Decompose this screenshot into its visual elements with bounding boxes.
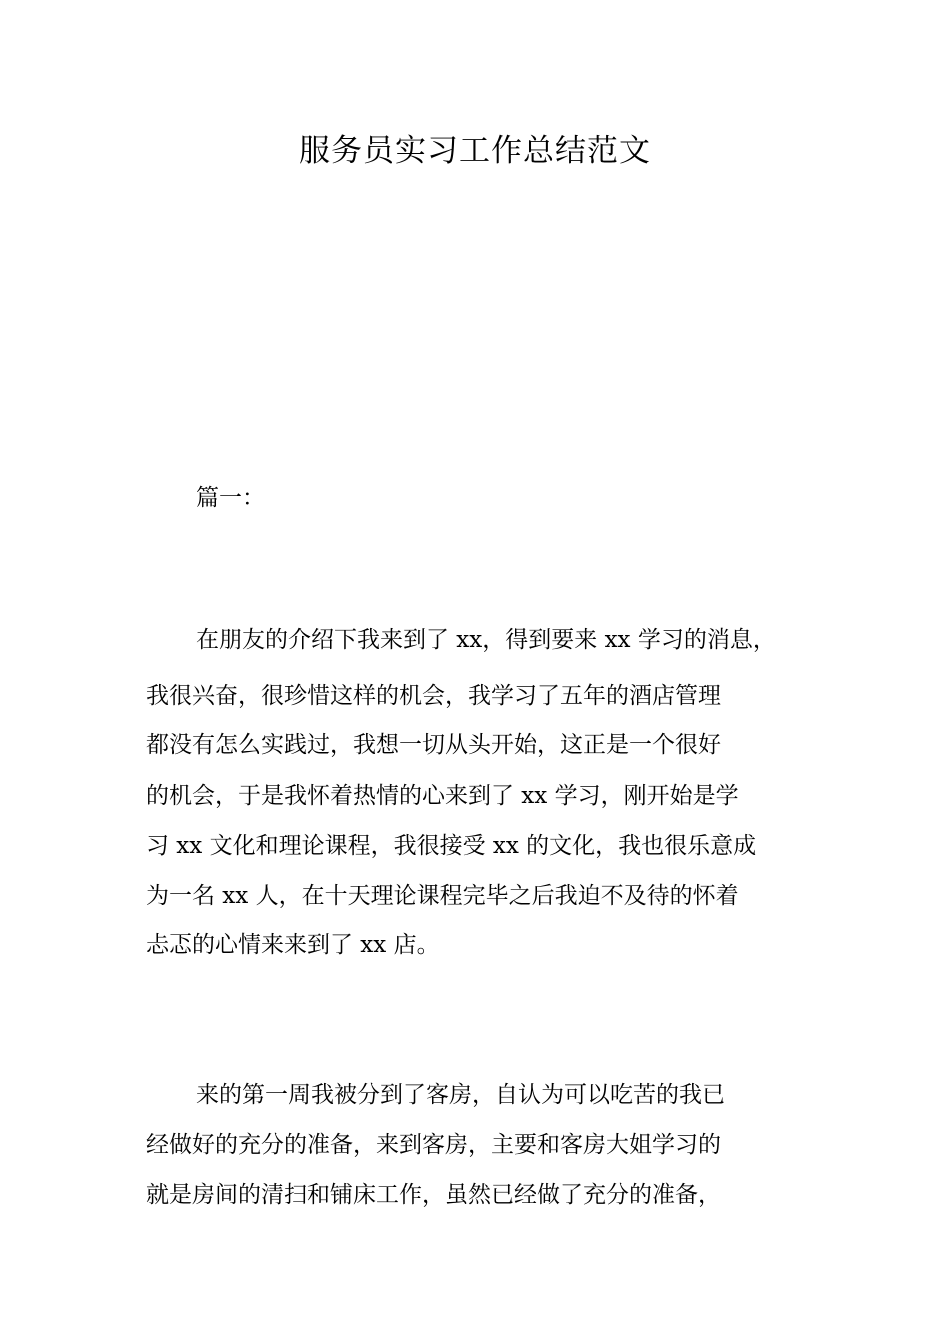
section-label: 篇一： bbox=[196, 485, 265, 511]
paragraph-line: 来的第一周我被分到了客房，自认为可以吃苦的我已 bbox=[196, 1082, 725, 1108]
paragraph-line: 习 xx 文化和理论课程，我很接受 xx 的文化，我也很乐意成 bbox=[146, 833, 757, 859]
paragraph-line: 在朋友的介绍下我来到了 xx，得到要来 xx 学习的消息， bbox=[196, 627, 776, 653]
document-title: 服务员实习工作总结范文 bbox=[299, 133, 651, 169]
paragraph-line: 忐忑的心情来来到了 xx 店。 bbox=[146, 932, 440, 958]
paragraph-line: 为一名 xx 人，在十天理论课程完毕之后我迫不及待的怀着 bbox=[146, 883, 739, 909]
paragraph-line: 我很兴奋，很珍惜这样的机会，我学习了五年的酒店管理 bbox=[146, 683, 721, 709]
paragraph-line: 的机会，于是我怀着热情的心来到了 xx 学习，刚开始是学 bbox=[146, 783, 739, 809]
paragraph-line: 就是房间的清扫和铺床工作，虽然已经做了充分的准备， bbox=[146, 1182, 721, 1208]
paragraph-line: 经做好的充分的准备，来到客房，主要和客房大姐学习的 bbox=[146, 1132, 721, 1158]
paragraph-line: 都没有怎么实践过，我想一切从头开始，这正是一个很好 bbox=[146, 732, 721, 758]
